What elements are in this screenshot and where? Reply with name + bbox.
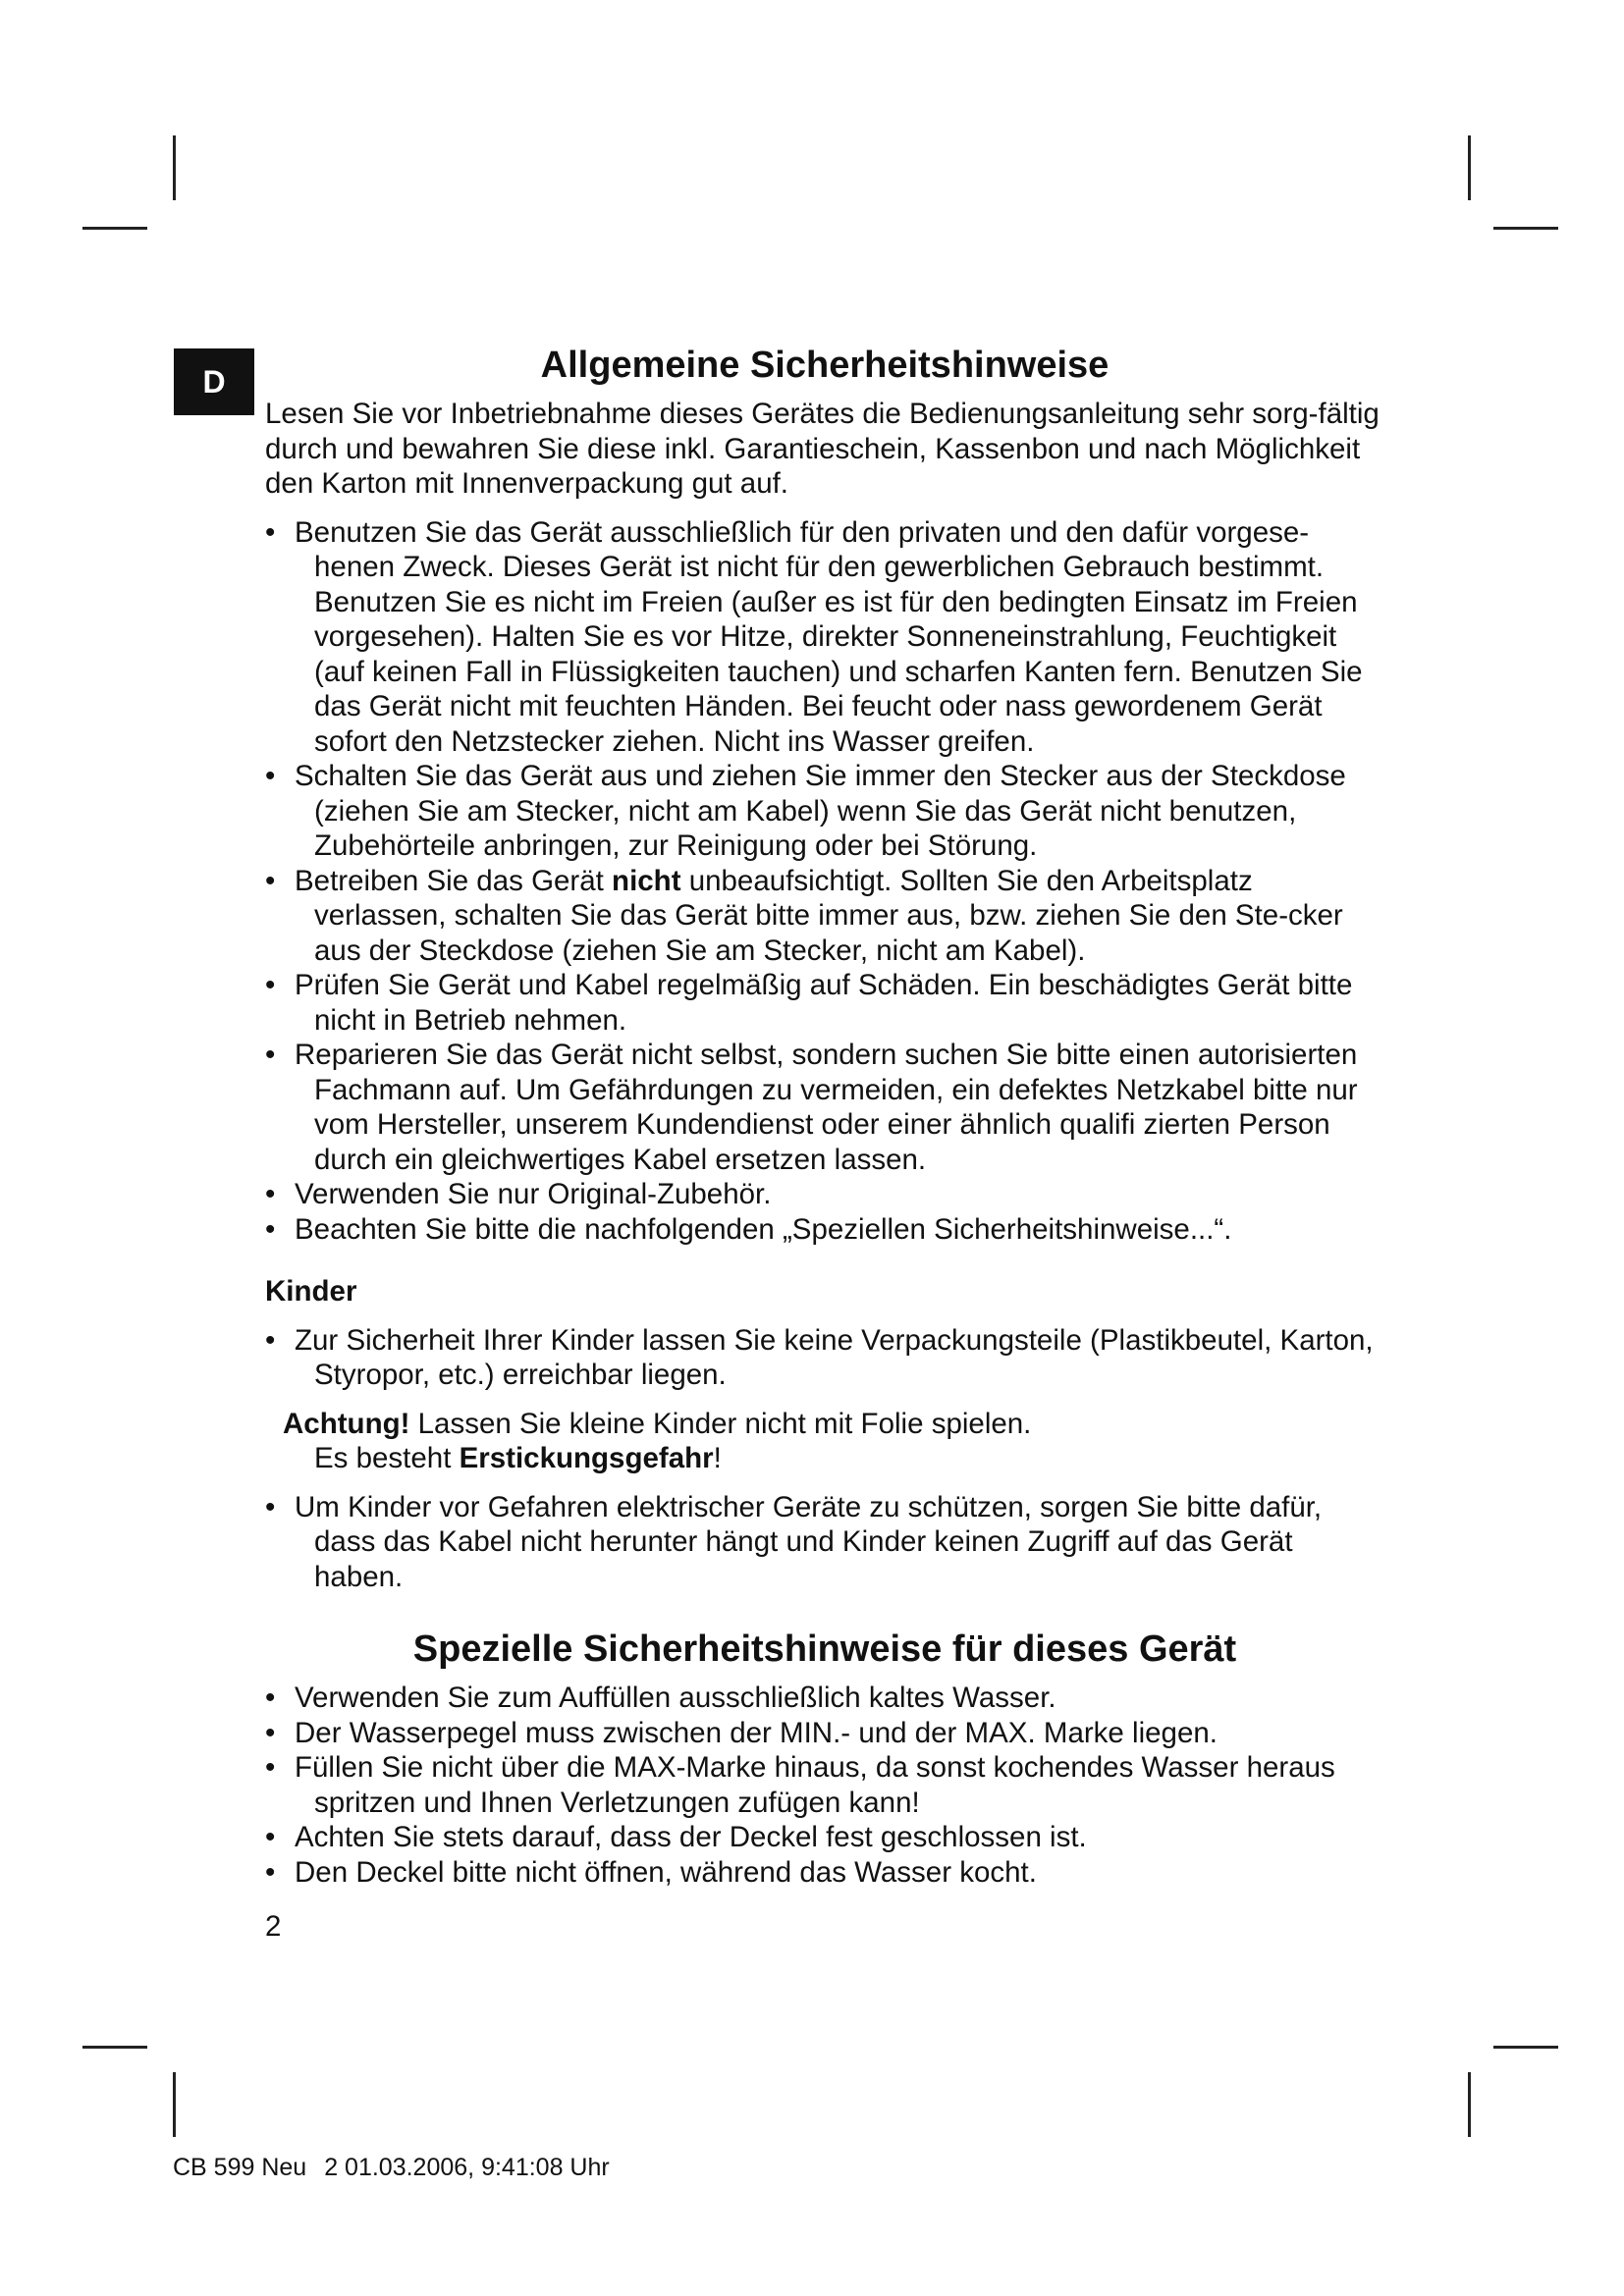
- list-item-text: Füllen Sie nicht über die MAX-Marke hinaus, da sonst kochendes Wasser heraus spritzen und Ihnen Verletzungen zufügen kann!: [295, 1751, 1335, 1819]
- language-tab-label: D: [202, 363, 226, 400]
- page-content: [265, 334, 1384, 1945]
- list-item-text: Schalten Sie das Gerät aus und ziehen Sie immer den Stecker aus der Steckdose (ziehen Sie am Stecker, nicht am Kabel) wenn Sie das Gerät nicht benutzen, Zubehörteile anbringen, zur Reinigung oder bei Störung.: [295, 760, 1346, 862]
- warning-text: Lassen Sie kleine Kinder nicht mit Folie spielen.: [409, 1407, 1032, 1440]
- list-item: [265, 1750, 1384, 1820]
- list-item-text: Den Deckel bitte nicht öffnen, während das Wasser kocht.: [295, 1855, 1037, 1889]
- special-safety-list: [265, 1681, 1384, 1890]
- list-item: [265, 968, 1384, 1038]
- section-title-general: Allgemeine Sicherheitshinweise: [540, 345, 1110, 386]
- list-item: [265, 759, 1384, 864]
- language-tab: [174, 348, 254, 415]
- intro-paragraph: Lesen Sie vor Inbetriebnahme dieses Gerätes die Bedienungsanleitung sehr sorg-fältig durch und bewahren Sie diese inkl. Garantieschein, Kassenbon und nach Möglichkeit den Karton mit Innenverpackung gut auf.: [265, 398, 1380, 500]
- warning-line-2: [283, 1441, 1384, 1476]
- list-item: [265, 1212, 1384, 1248]
- footer-job-name: CB 599 Neu: [173, 2154, 307, 2181]
- footer-timestamp: 2 01.03.2006, 9:41:08 Uhr: [324, 2154, 610, 2181]
- bullet-dot: •: [265, 1682, 276, 1714]
- list-item: [265, 864, 1384, 969]
- crop-mark-bottom-right-vertical: [1468, 2072, 1471, 2137]
- list-item: [265, 515, 1384, 760]
- print-footer: [173, 2153, 610, 2182]
- bullet-dot: •: [265, 1821, 276, 1853]
- crop-mark-top-left-horizontal: [82, 227, 147, 230]
- bullet-dot: •: [265, 1490, 276, 1523]
- warning-note: [283, 1407, 1384, 1476]
- list-item-text-after: unbeaufsichtigt. Sollten Sie den Arbeitsplatz verlassen, schalten Sie das Gerät bitte immer aus, bzw. ziehen Sie den Ste-cker aus der Steckdose (ziehen Sie am Stecker, nicht am Kabel).: [314, 864, 1343, 967]
- page-number: 2: [265, 1910, 282, 1943]
- list-item-text: Prüfen Sie Gerät und Kabel regelmäßig auf Schäden. Ein beschädigtes Gerät bitte nicht in Betrieb nehmen.: [295, 969, 1353, 1037]
- bullet-dot: •: [265, 1212, 276, 1246]
- list-item: [265, 1716, 1384, 1751]
- bullet-dot: •: [265, 1855, 276, 1889]
- list-item-text: Reparieren Sie das Gerät nicht selbst, sondern suchen Sie bitte einen autorisierten Fachmann auf. Um Gefährdungen zu vermeiden, ein defektes Netzkabel bitte nur vom Hersteller, unserem Kundendienst oder einer ähnlich qualifi zierten Person durch ein gleichwertiges Kabel ersetzen lassen.: [295, 1039, 1358, 1176]
- bullet-dot: •: [265, 760, 276, 792]
- list-item: [265, 1855, 1384, 1891]
- warning-line-2-before: Es besteht: [314, 1442, 460, 1474]
- section-title-special: Spezielle Sicherheitshinweise für dieses Gerät: [412, 1629, 1237, 1670]
- list-item-text: Achten Sie stets darauf, dass der Deckel fest geschlossen ist.: [295, 1821, 1087, 1853]
- bullet-dot: •: [265, 1039, 276, 1071]
- crop-mark-bottom-left-vertical: [173, 2072, 176, 2137]
- kinder-list-1: [265, 1323, 1384, 1393]
- list-item: [265, 1490, 1384, 1595]
- crop-mark-bottom-left-horizontal: [82, 2046, 147, 2049]
- general-safety-list: [265, 515, 1384, 1248]
- bullet-dot: •: [265, 864, 276, 897]
- kinder-list-2: [265, 1490, 1384, 1595]
- emphasis-nicht: nicht: [612, 864, 681, 897]
- list-item-text-before: Betreiben Sie das Gerät: [295, 864, 613, 897]
- list-item-text: Verwenden Sie nur Original-Zubehör.: [295, 1178, 772, 1210]
- list-item-text: Der Wasserpegel muss zwischen der MIN.- und der MAX. Marke liegen.: [295, 1716, 1218, 1749]
- bullet-dot: •: [265, 1323, 276, 1357]
- list-item-text: Verwenden Sie zum Auffüllen ausschließlich kaltes Wasser.: [295, 1682, 1056, 1714]
- list-item-text: Zur Sicherheit Ihrer Kinder lassen Sie keine Verpackungsteile (Plastikbeutel, Karton, Styropor, etc.) erreichbar liegen.: [295, 1323, 1374, 1391]
- bullet-dot: •: [265, 969, 276, 1001]
- list-item: [265, 1820, 1384, 1855]
- crop-mark-top-right-horizontal: [1493, 227, 1558, 230]
- crop-mark-bottom-right-horizontal: [1493, 2046, 1558, 2049]
- list-item: [265, 1038, 1384, 1177]
- list-item: [265, 1681, 1384, 1716]
- warning-label: Achtung!: [283, 1407, 410, 1440]
- warning-line-2-after: !: [713, 1442, 722, 1474]
- list-item: [265, 1323, 1384, 1393]
- subsection-heading-kinder: Kinder: [265, 1275, 357, 1308]
- warning-emphasis: Erstickungsgefahr: [459, 1442, 714, 1474]
- list-item-text: Benutzen Sie das Gerät ausschließlich für den privaten und den dafür vorgese-henen Zweck. Dieses Gerät ist nicht für den gewerblichen Gebrauch bestimmt. Benutzen Sie es nicht im Freien (außer es ist für den bedingten Einsatz im Freien vorgesehen). Halten Sie es vor Hitze, direkter Sonneneinstrahlung, Feuchtigkeit (auf keinen Fall in Flüssigkeiten tauchen) und scharfen Kanten fern. Benutzen Sie das Gerät nicht mit feuchten Händen. Bei feucht oder nass gewordenem Gerät sofort den Netzstecker ziehen. Nicht ins Wasser greifen.: [295, 515, 1363, 758]
- crop-mark-top-right-vertical: [1468, 135, 1471, 200]
- bullet-dot: •: [265, 1751, 276, 1784]
- bullet-dot: •: [265, 515, 276, 549]
- bullet-dot: •: [265, 1178, 276, 1210]
- list-item-text: Um Kinder vor Gefahren elektrischer Geräte zu schützen, sorgen Sie bitte dafür, dass das Kabel nicht herunter hängt und Kinder keinen Zugriff auf das Gerät haben.: [295, 1490, 1323, 1593]
- crop-mark-top-left-vertical: [173, 135, 176, 200]
- list-item: [265, 1177, 1384, 1212]
- list-item-text: Beachten Sie bitte die nachfolgenden „Speziellen Sicherheitshinweise...“.: [295, 1212, 1232, 1246]
- bullet-dot: •: [265, 1716, 276, 1749]
